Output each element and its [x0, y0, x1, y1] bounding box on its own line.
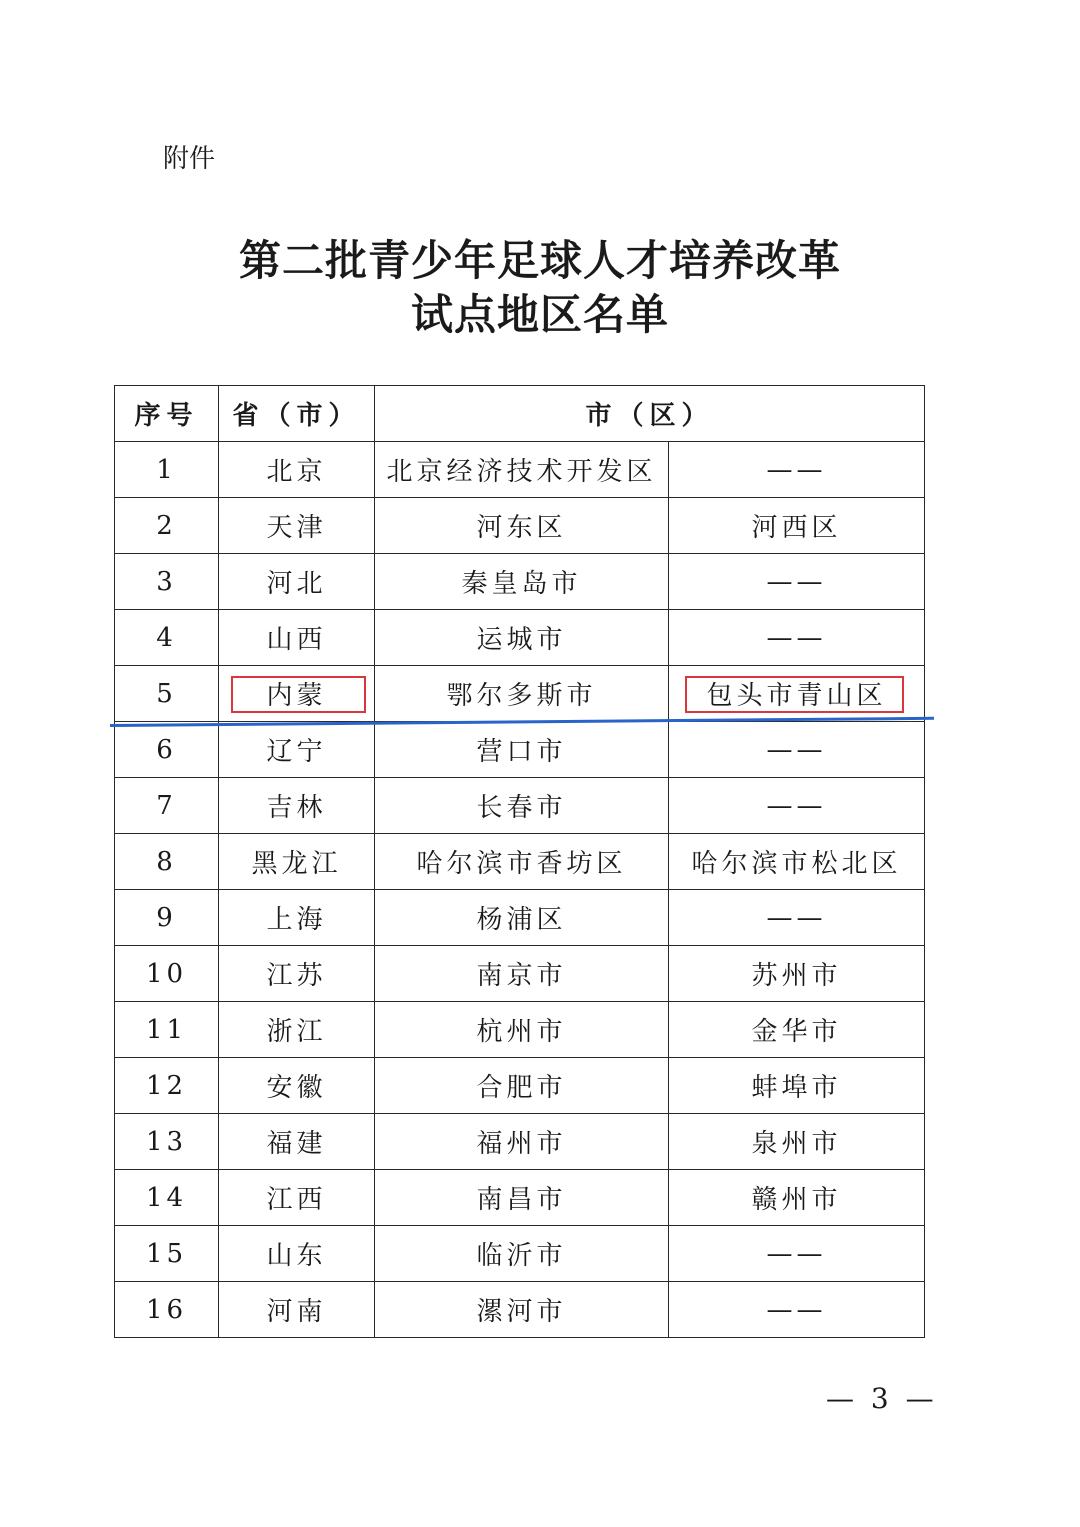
- row-serial-cell-text: 7: [156, 790, 177, 821]
- row-city-primary-cell: [375, 498, 669, 554]
- row-serial-cell-text: 3: [156, 566, 177, 597]
- row-province-cell: [219, 1002, 375, 1058]
- row-province-cell-text: 河南: [266, 1297, 327, 1327]
- row-city-secondary-cell: [669, 1170, 925, 1226]
- row-serial-cell-text: 1: [156, 454, 177, 485]
- row-city-secondary-cell-text: ——: [766, 1294, 827, 1325]
- row-city-secondary-cell: [669, 722, 925, 778]
- row-city-secondary-cell: [669, 666, 925, 722]
- row-city-primary-cell-text: 合肥市: [476, 1073, 567, 1103]
- row-city-secondary-cell: [669, 890, 925, 946]
- row-province-cell-text: 内蒙: [266, 681, 327, 711]
- row-province-cell-text: 山东: [266, 1241, 327, 1271]
- row-serial-cell-text: 8: [156, 846, 177, 877]
- table-row: [115, 610, 925, 666]
- row-serial-cell: [115, 1170, 219, 1226]
- row-province-cell-text: 天津: [266, 513, 327, 543]
- row-province-cell: [219, 834, 375, 890]
- row-city-secondary-cell-text: 哈尔滨市松北区: [691, 849, 902, 879]
- header-city-district: 市（区）: [375, 386, 925, 442]
- row-serial-cell: [115, 1002, 219, 1058]
- row-province-cell: [219, 722, 375, 778]
- row-city-primary-cell: [375, 554, 669, 610]
- row-city-primary-cell: [375, 722, 669, 778]
- row-city-primary-cell-text: 杭州市: [476, 1017, 567, 1047]
- table-row: [115, 442, 925, 498]
- row-city-secondary-cell: [669, 1114, 925, 1170]
- row-serial-cell: [115, 498, 219, 554]
- row-city-secondary-cell: [669, 1002, 925, 1058]
- row-city-primary-cell: [375, 778, 669, 834]
- row-city-secondary-cell: [669, 834, 925, 890]
- row-city-primary-cell-text: 漯河市: [476, 1297, 567, 1327]
- row-city-secondary-cell-text: ——: [766, 454, 827, 485]
- row-serial-cell-text: 4: [156, 622, 177, 653]
- row-city-secondary-cell-text: 苏州市: [751, 961, 842, 991]
- row-province-cell: [219, 442, 375, 498]
- row-city-secondary-cell: [669, 554, 925, 610]
- document-title-line2: 试点地区名单: [410, 290, 669, 339]
- row-city-primary-cell: [375, 1114, 669, 1170]
- row-serial-cell: [115, 1058, 219, 1114]
- row-serial-cell: [115, 834, 219, 890]
- row-city-secondary-cell: [669, 1282, 925, 1338]
- row-city-primary-cell-text: 河东区: [476, 513, 567, 543]
- row-city-primary-cell-text: 杨浦区: [476, 905, 567, 935]
- table-row: [115, 722, 925, 778]
- row-province-cell: [219, 1282, 375, 1338]
- row-serial-cell: [115, 890, 219, 946]
- row-province-cell: [219, 610, 375, 666]
- table-row: [115, 946, 925, 1002]
- row-city-secondary-cell-text: 河西区: [751, 513, 842, 543]
- row-city-secondary-cell-text: ——: [766, 622, 827, 653]
- row-city-primary-cell: [375, 1282, 669, 1338]
- row-province-cell-text: 浙江: [266, 1017, 327, 1047]
- row-city-primary-cell-text: 运城市: [476, 625, 567, 655]
- row-city-secondary-cell: [669, 1226, 925, 1282]
- row-city-secondary-cell-text: 包头市青山区: [706, 681, 887, 711]
- table-row: [115, 1058, 925, 1114]
- row-city-primary-cell: [375, 1170, 669, 1226]
- row-serial-cell: [115, 1226, 219, 1282]
- row-city-primary-cell-text: 长春市: [476, 793, 567, 823]
- row-city-secondary-cell: [669, 1058, 925, 1114]
- page-number: — 3 —: [826, 1382, 938, 1415]
- row-province-cell-text: 吉林: [266, 793, 327, 823]
- row-serial-cell-text: 2: [156, 510, 177, 541]
- row-province-cell-text: 河北: [266, 569, 327, 599]
- row-city-secondary-cell-text: ——: [766, 566, 827, 597]
- row-province-cell: [219, 1226, 375, 1282]
- document-title-line1: 第二批青少年足球人才培养改革: [238, 236, 841, 285]
- row-province-cell-text: 辽宁: [266, 737, 327, 767]
- row-serial-cell: [115, 666, 219, 722]
- row-city-secondary-cell-text: 泉州市: [751, 1129, 842, 1159]
- row-serial-cell: [115, 442, 219, 498]
- row-province-cell: [219, 890, 375, 946]
- table-row: [115, 834, 925, 890]
- row-province-cell-text: 山西: [266, 625, 327, 655]
- row-serial-cell-text: 12: [145, 1070, 188, 1101]
- row-serial-cell: [115, 610, 219, 666]
- row-city-primary-cell: [375, 666, 669, 722]
- row-city-secondary-cell-text: 赣州市: [751, 1185, 842, 1215]
- row-serial-cell: [115, 1282, 219, 1338]
- row-province-cell: [219, 1058, 375, 1114]
- table-row: [115, 666, 925, 722]
- table-row: [115, 1226, 925, 1282]
- row-serial-cell-text: 6: [156, 734, 177, 765]
- row-province-cell: [219, 1114, 375, 1170]
- row-province-cell-text: 北京: [266, 457, 327, 487]
- row-city-secondary-cell: [669, 946, 925, 1002]
- row-serial-cell-text: 13: [145, 1126, 188, 1157]
- row-city-secondary-cell: [669, 778, 925, 834]
- row-province-cell-text: 上海: [266, 905, 327, 935]
- table-row: [115, 1114, 925, 1170]
- row-city-primary-cell: [375, 442, 669, 498]
- row-province-cell: [219, 1170, 375, 1226]
- row-province-cell-text: 黑龙江: [251, 849, 342, 879]
- row-serial-cell-text: 5: [156, 678, 177, 709]
- row-city-primary-cell-text: 临沂市: [476, 1241, 567, 1271]
- attachment-label: 附件: [163, 144, 216, 174]
- row-province-cell: [219, 778, 375, 834]
- row-serial-cell-text: 11: [145, 1014, 188, 1045]
- row-province-cell: [219, 498, 375, 554]
- row-city-secondary-cell: [669, 442, 925, 498]
- row-city-primary-cell-text: 鄂尔多斯市: [446, 681, 597, 711]
- row-serial-cell: [115, 722, 219, 778]
- row-province-cell-text: 江苏: [266, 961, 327, 991]
- row-city-primary-cell-text: 北京经济技术开发区: [386, 457, 657, 487]
- row-city-secondary-cell-text: ——: [766, 734, 827, 765]
- header-province: 省（市）: [219, 386, 375, 442]
- row-city-primary-cell-text: 秦皇岛市: [461, 569, 582, 599]
- row-serial-cell-text: 10: [145, 958, 188, 989]
- row-serial-cell: [115, 554, 219, 610]
- row-serial-cell: [115, 946, 219, 1002]
- row-province-cell: [219, 666, 375, 722]
- row-city-primary-cell-text: 南昌市: [476, 1185, 567, 1215]
- row-serial-cell-text: 15: [145, 1238, 188, 1269]
- row-province-cell: [219, 554, 375, 610]
- table-row: [115, 778, 925, 834]
- pilot-region-table: [114, 385, 925, 1338]
- row-city-primary-cell-text: 南京市: [476, 961, 567, 991]
- header-serial: 序号: [115, 386, 219, 442]
- row-city-primary-cell: [375, 1226, 669, 1282]
- table-row: [115, 1170, 925, 1226]
- row-city-secondary-cell-text: 金华市: [751, 1017, 842, 1047]
- table-row: [115, 890, 925, 946]
- table-row: [115, 554, 925, 610]
- row-serial-cell: [115, 778, 219, 834]
- row-city-secondary-cell: [669, 610, 925, 666]
- row-serial-cell-text: 16: [145, 1294, 188, 1325]
- row-city-secondary-cell-text: ——: [766, 902, 827, 933]
- table-row: [115, 1002, 925, 1058]
- row-city-secondary-cell-text: ——: [766, 790, 827, 821]
- row-serial-cell-text: 14: [145, 1182, 188, 1213]
- row-city-primary-cell-text: 福州市: [476, 1129, 567, 1159]
- row-city-primary-cell-text: 营口市: [476, 737, 567, 767]
- row-city-primary-cell: [375, 834, 669, 890]
- table-row: [115, 1282, 925, 1338]
- row-city-secondary-cell-text: 蚌埠市: [751, 1073, 842, 1103]
- row-city-secondary-cell: [669, 498, 925, 554]
- row-serial-cell: [115, 1114, 219, 1170]
- row-province-cell: [219, 946, 375, 1002]
- row-city-secondary-cell-text: ——: [766, 1238, 827, 1269]
- table-row: [115, 498, 925, 554]
- row-province-cell-text: 福建: [266, 1129, 327, 1159]
- table-header-row: [115, 386, 925, 442]
- row-city-primary-cell: [375, 890, 669, 946]
- row-province-cell-text: 江西: [266, 1185, 327, 1215]
- row-city-primary-cell: [375, 610, 669, 666]
- row-city-primary-cell: [375, 1002, 669, 1058]
- row-province-cell-text: 安徽: [266, 1073, 327, 1103]
- row-city-primary-cell: [375, 1058, 669, 1114]
- row-city-primary-cell: [375, 946, 669, 1002]
- row-serial-cell-text: 9: [156, 902, 177, 933]
- row-city-primary-cell-text: 哈尔滨市香坊区: [416, 849, 627, 879]
